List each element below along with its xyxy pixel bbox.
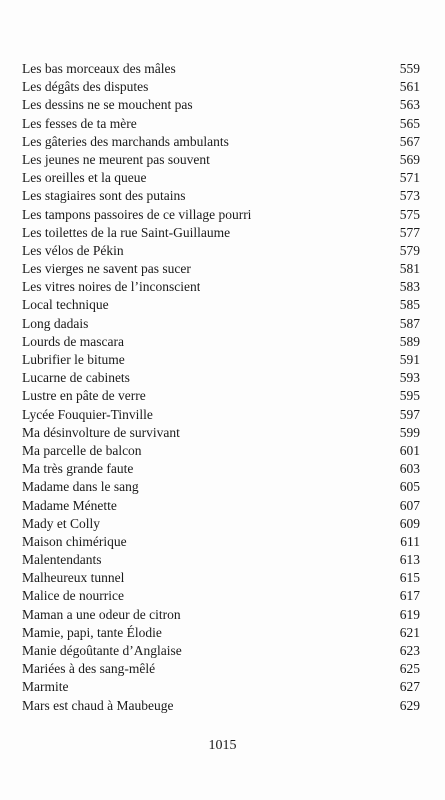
toc-entry bbox=[22, 606, 422, 624]
toc-entry bbox=[22, 460, 422, 478]
toc-entry bbox=[22, 151, 422, 169]
toc-entry bbox=[22, 515, 422, 533]
toc-entry-page: 591 bbox=[399, 352, 420, 367]
toc-entry-title: Local technique bbox=[22, 297, 109, 313]
toc-entry-page: 629 bbox=[399, 697, 420, 713]
toc-entry-page: 623 bbox=[399, 643, 420, 658]
toc-entry-title: Les tampons passoires de ce village pourri bbox=[22, 206, 252, 222]
toc-entry-page: 589 bbox=[399, 333, 420, 349]
toc-entry-page: 605 bbox=[399, 479, 420, 495]
toc-entry bbox=[22, 369, 422, 387]
toc-entry bbox=[22, 533, 422, 551]
toc-entry-page: 601 bbox=[399, 442, 420, 458]
toc-entry bbox=[22, 206, 422, 224]
toc-entry-page: 587 bbox=[399, 315, 420, 331]
toc-entry-page: 595 bbox=[399, 388, 420, 404]
toc-entry bbox=[22, 296, 422, 314]
toc-entry-page: 621 bbox=[399, 624, 420, 640]
toc-entry-title: Les dessins ne se mouchent pas bbox=[22, 97, 193, 113]
toc-entry-title: Ma parcelle de balcon bbox=[22, 442, 142, 458]
table-of-contents bbox=[22, 60, 422, 715]
toc-entry-title: Mady et Colly bbox=[22, 515, 100, 531]
toc-entry bbox=[22, 333, 422, 351]
toc-entry-page: 583 bbox=[399, 279, 420, 295]
toc-entry-title: Manie dégoûtante d’Anglaise bbox=[22, 643, 182, 658]
toc-entry-title: Les vierges ne savent pas sucer bbox=[22, 261, 191, 277]
toc-entry bbox=[22, 497, 422, 515]
toc-entry-page: 569 bbox=[399, 151, 420, 167]
toc-entry-title: Mariées à des sang-mêlé bbox=[22, 661, 156, 677]
toc-entry-title: Malentendants bbox=[22, 552, 102, 568]
toc-entry-title: Lycée Fouquier-Tinville bbox=[22, 406, 153, 422]
toc-entry bbox=[22, 315, 422, 333]
toc-entry-page: 613 bbox=[399, 552, 420, 568]
toc-entry-title: Marmite bbox=[22, 679, 69, 695]
toc-entry-page: 565 bbox=[399, 115, 420, 131]
toc-entry-title: Madame dans le sang bbox=[22, 479, 139, 495]
toc-entry-title: Les oreilles et la queue bbox=[22, 170, 147, 186]
toc-entry bbox=[22, 115, 422, 133]
toc-entry bbox=[22, 642, 422, 660]
toc-entry-title: Les bas morceaux des mâles bbox=[22, 61, 176, 76]
toc-entry bbox=[22, 278, 422, 296]
toc-entry-page: 625 bbox=[399, 661, 420, 677]
toc-entry bbox=[22, 587, 422, 605]
toc-entry bbox=[22, 697, 422, 715]
toc-entry bbox=[22, 169, 422, 187]
toc-entry-title: Malheureux tunnel bbox=[22, 570, 125, 586]
toc-entry-title: Long dadais bbox=[22, 315, 89, 331]
toc-entry-page: 603 bbox=[399, 461, 420, 477]
toc-entry-title: Les gâteries des marchands ambulants bbox=[22, 133, 229, 149]
toc-entry bbox=[22, 478, 422, 496]
page-number: 1015 bbox=[208, 738, 237, 753]
toc-entry bbox=[22, 96, 422, 114]
toc-entry bbox=[22, 260, 422, 278]
toc-entry-page: 573 bbox=[399, 188, 420, 204]
toc-entry-page: 575 bbox=[399, 206, 420, 222]
toc-entry bbox=[22, 60, 422, 78]
toc-entry-title: Les jeunes ne meurent pas souvent bbox=[22, 151, 210, 167]
toc-entry bbox=[22, 78, 422, 96]
toc-entry-title: Lourds de mascara bbox=[22, 333, 124, 349]
toc-entry bbox=[22, 442, 422, 460]
toc-entry-title: Mars est chaud à Maubeuge bbox=[22, 697, 174, 713]
toc-entry bbox=[22, 678, 422, 696]
toc-entry bbox=[22, 187, 422, 205]
toc-entry bbox=[22, 406, 422, 424]
toc-entry bbox=[22, 624, 422, 642]
toc-entry-title: Les vitres noires de l’inconscient bbox=[22, 279, 201, 295]
toc-entry-title: Maman a une odeur de citron bbox=[22, 606, 181, 622]
toc-entry-title: Les toilettes de la rue Saint-Guillaume bbox=[22, 224, 231, 240]
toc-entry-page: 619 bbox=[399, 606, 420, 622]
toc-entry-page: 615 bbox=[399, 570, 420, 586]
toc-entry-title: Ma très grande faute bbox=[22, 461, 134, 477]
toc-entry-title: Maison chimérique bbox=[22, 533, 127, 549]
toc-entry bbox=[22, 387, 422, 405]
toc-entry-page: 617 bbox=[399, 588, 420, 604]
toc-entry-page: 561 bbox=[399, 79, 420, 95]
toc-entry-page: 559 bbox=[399, 61, 420, 76]
toc-entry-page: 581 bbox=[399, 261, 420, 277]
toc-entry-title: Les fesses de ta mère bbox=[22, 115, 137, 131]
toc-entry bbox=[22, 660, 422, 678]
toc-entry-page: 627 bbox=[399, 679, 420, 695]
toc-entry bbox=[22, 242, 422, 260]
toc-entry bbox=[22, 569, 422, 587]
toc-entry bbox=[22, 351, 422, 369]
toc-entry-page: 571 bbox=[399, 170, 420, 186]
toc-entry bbox=[22, 133, 422, 151]
toc-entry-title: Lustre en pâte de verre bbox=[22, 388, 146, 404]
toc-entry-title: Mamie, papi, tante Élodie bbox=[22, 624, 162, 640]
toc-entry-title: Madame Ménette bbox=[22, 497, 117, 513]
toc-entry bbox=[22, 551, 422, 569]
toc-entry-page: 599 bbox=[399, 424, 420, 440]
toc-entry-page: 585 bbox=[399, 297, 420, 313]
toc-entry-page: 579 bbox=[399, 242, 420, 258]
toc-entry-page: 597 bbox=[399, 406, 420, 422]
toc-entry-title: Lucarne de cabinets bbox=[22, 370, 130, 386]
toc-entry bbox=[22, 424, 422, 442]
toc-entry-page: 611 bbox=[400, 533, 420, 549]
toc-entry-title: Les dégâts des disputes bbox=[22, 79, 149, 95]
toc-entry-title: Les vélos de Pékin bbox=[22, 242, 124, 258]
toc-entry-title: Lubrifier le bitume bbox=[22, 352, 125, 367]
toc-entry-page: 577 bbox=[399, 224, 420, 240]
toc-entry-page: 567 bbox=[399, 133, 420, 149]
toc-entry-page: 593 bbox=[399, 370, 420, 386]
toc-entry-title: Ma désinvolture de survivant bbox=[22, 424, 180, 440]
toc-entry bbox=[22, 224, 422, 242]
toc-entry-title: Malice de nourrice bbox=[22, 588, 124, 604]
toc-entry-page: 609 bbox=[399, 515, 420, 531]
toc-entry-title: Les stagiaires sont des putains bbox=[22, 188, 186, 204]
toc-entry-page: 563 bbox=[399, 97, 420, 113]
toc-entry-page: 607 bbox=[399, 497, 420, 513]
